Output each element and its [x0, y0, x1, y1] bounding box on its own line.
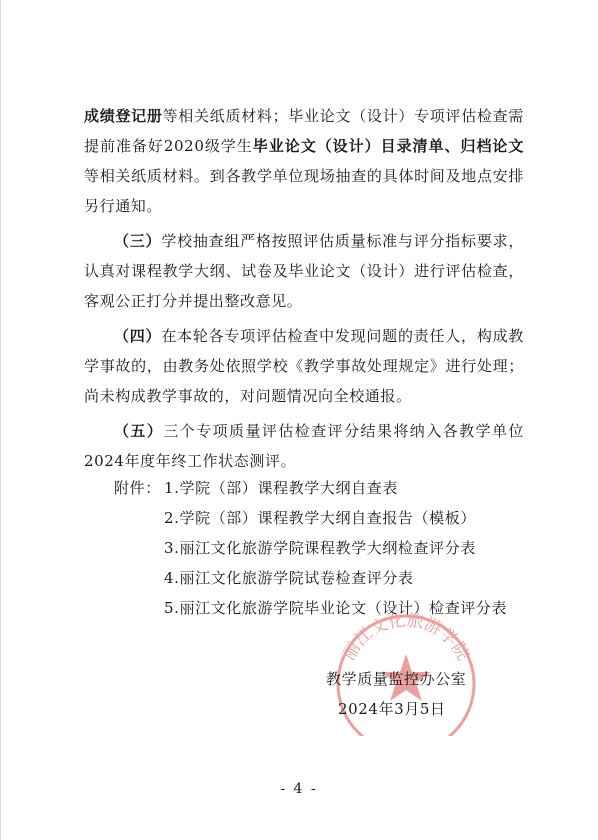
paragraph-three	[84, 226, 524, 316]
attachments-label: 附件：	[114, 479, 161, 497]
attachment-item	[114, 563, 507, 593]
bold-phrase-thesis-list: 毕业论文（设计）目录清单、归档论文	[252, 137, 525, 155]
attachment-item	[114, 473, 507, 503]
bold-phrase-grade-register: 成绩登记册	[84, 107, 163, 125]
text-materials-1: 等相关纸质材料；毕业论文（设计）专项评估检查需提前准备好2020级学生	[84, 107, 524, 155]
attachment-text: 4.丽江文化旅游学院试卷检查评分表	[164, 569, 414, 587]
page-number: - 4 -	[280, 781, 318, 797]
attachments-list	[114, 473, 507, 623]
paragraph-four-text: 在本轮各专项评估检查中发现问题的责任人，构成教学事故的，由教务处依照学校《教学事故处理规定》进行处理；尚未构成教学事故的，对问题情况向全校通报。	[84, 327, 524, 405]
attachment-text: 2.学院（部）课程教学大纲自查报告（模板）	[164, 509, 476, 527]
section-marker-three: （三）	[114, 232, 162, 250]
paragraph-three-text: 学校抽查组严格按照评估质量标准与评分指标要求，认真对课程教学大纲、试卷及毕业论文（设计）进行评估检查，客观公正打分并提出整改意见。	[84, 232, 524, 310]
section-marker-four: （四）	[114, 327, 162, 345]
attachment-text: 1.学院（部）课程教学大纲自查表	[164, 479, 398, 497]
seal-text-path: 丽江文化旅游学院	[339, 610, 473, 664]
issue-date: 2024年3月5日	[338, 700, 446, 718]
section-marker-five: （五）	[114, 422, 164, 440]
signature-block	[318, 664, 488, 724]
attachment-item	[114, 503, 507, 533]
document-body	[84, 101, 524, 481]
attachment-text: 3.丽江文化旅游学院课程教学大纲检查评分表	[164, 539, 476, 557]
paragraph-five	[84, 416, 524, 476]
issuing-office: 教学质量监控办公室	[326, 670, 467, 688]
paragraph-four	[84, 321, 524, 411]
paragraph-five-text: 三个专项质量评估检查评分结果将纳入各教学单位2024年度年终工作状态测评。	[84, 422, 525, 470]
page-left-edge	[0, 0, 1, 840]
paragraph-materials	[84, 101, 524, 221]
text-materials-2: 等相关纸质材料。到各教学单位现场抽查的具体时间及地点安排另行通知。	[84, 167, 524, 215]
attachment-text: 5.丽江文化旅游学院毕业论文（设计）检查评分表	[164, 599, 508, 617]
attachment-item	[114, 533, 507, 563]
